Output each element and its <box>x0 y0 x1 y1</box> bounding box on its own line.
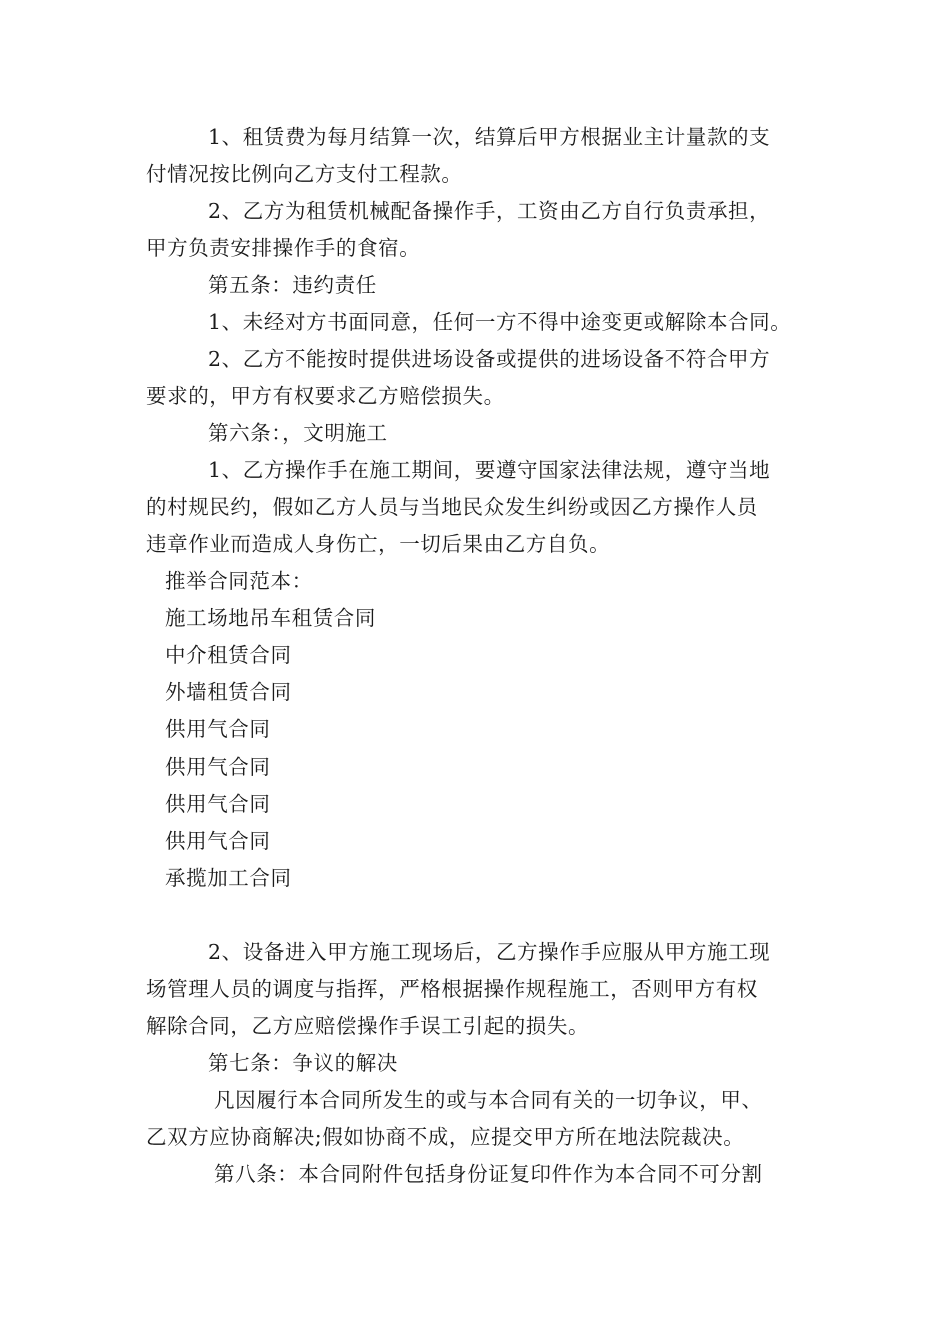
s6-p1-line2: 的村规民约，假如乙方人员与当地民众发生纠纷或因乙方操作人员 <box>146 495 758 519</box>
s5-p2-line1: 2、乙方不能按时提供进场设备或提供的进场设备不符合甲方 <box>208 347 771 371</box>
s8-p1: 第八条：本合同附件包括身份证复印件作为本合同不可分割 <box>214 1162 763 1186</box>
section5-title: 第五条：违约责任 <box>208 273 377 297</box>
s4-p1-line2: 付情况按比例向乙方支付工程款。 <box>146 162 463 186</box>
recommend-item[interactable]: 外墙租赁合同 <box>165 680 292 704</box>
recommend-item[interactable]: 承揽加工合同 <box>165 866 292 890</box>
s5-p2-line2: 要求的，甲方有权要求乙方赔偿损失。 <box>146 384 505 408</box>
s6-p2-line3: 解除合同，乙方应赔偿操作手误工引起的损失。 <box>146 1014 590 1038</box>
recommend-item[interactable]: 供用气合同 <box>165 717 271 741</box>
s4-p2-line2: 甲方负责安排操作手的食宿。 <box>146 236 421 260</box>
s4-p1-line1: 1、租赁费为每月结算一次，结算后甲方根据业主计量款的支 <box>208 125 771 149</box>
s6-p1-line1: 1、乙方操作手在施工期间，要遵守国家法律法规，遵守当地 <box>208 458 771 482</box>
section6-title: 第六条：，文明施工 <box>208 421 388 445</box>
recommend-item[interactable]: 供用气合同 <box>165 755 271 779</box>
s6-p2-line2: 场管理人员的调度与指挥，严格根据操作规程施工，否则甲方有权 <box>146 977 758 1001</box>
recommend-item[interactable]: 供用气合同 <box>165 829 271 853</box>
s5-p1: 1、未经对方书面同意，任何一方不得中途变更或解除本合同。 <box>208 310 792 334</box>
section7-title: 第七条：争议的解决 <box>208 1051 398 1075</box>
s7-p1-line2: 乙双方应协商解决;假如协商不成，应提交甲方所在地法院裁决。 <box>146 1125 745 1149</box>
s4-p2-line1: 2、乙方为租赁机械配备操作手，工资由乙方自行负责承担， <box>208 199 771 223</box>
recommend-heading: 推举合同范本： <box>165 569 313 593</box>
s7-p1-line1: 凡因履行本合同所发生的或与本合同有关的一切争议，甲、 <box>214 1088 763 1112</box>
recommend-item[interactable]: 中介租赁合同 <box>165 643 292 667</box>
recommend-item[interactable]: 供用气合同 <box>165 792 271 816</box>
s6-p2-line1: 2、设备进入甲方施工现场后，乙方操作手应服从甲方施工现 <box>208 940 771 964</box>
recommend-item[interactable]: 施工场地吊车租赁合同 <box>165 606 376 630</box>
s6-p1-line3: 违章作业而造成人身伤亡，一切后果由乙方自负。 <box>146 532 611 556</box>
